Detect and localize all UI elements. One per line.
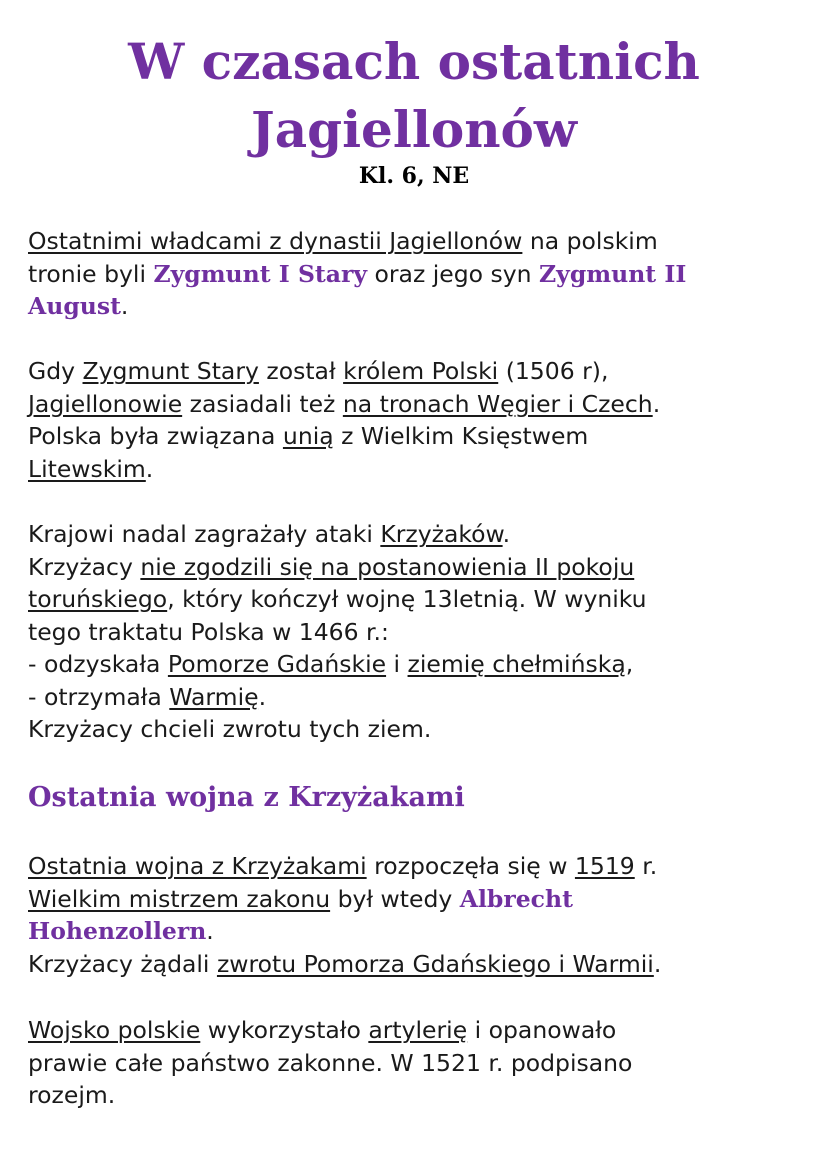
text: Krajowi nadal zagrażały ataki	[28, 520, 381, 548]
text: Krzyżacy żądali	[28, 949, 217, 978]
paragraph-artillery	[28, 1014, 818, 1112]
underlined-text: na tronach Węgier i Czech	[342, 389, 653, 418]
underlined-text: Wojsko polskie	[28, 1016, 201, 1044]
paragraph-intro	[28, 225, 818, 323]
text: .	[120, 292, 129, 320]
paragraph-krzyzacy	[28, 518, 818, 746]
underlined-text: ziemię chełmińską	[407, 650, 626, 678]
text: rozejm.	[28, 1081, 116, 1109]
text: oraz jego syn	[367, 259, 540, 288]
underlined-text: królem Polski	[343, 357, 499, 385]
text: Gdy	[28, 357, 83, 385]
underlined-text: Jagiellonowie	[28, 389, 183, 418]
class-subtitle: Kl. 6, NE	[358, 163, 470, 189]
text: r.	[634, 852, 658, 880]
text: i	[386, 650, 408, 678]
section-heading: Ostatnia wojna z Krzyżakami	[28, 782, 465, 813]
text: - otrzymała	[28, 682, 170, 711]
text: tego traktatu Polska w 1466 r.:	[28, 617, 389, 646]
text: i opanowało	[467, 1016, 617, 1044]
text: .	[653, 949, 662, 978]
text: .	[502, 520, 511, 548]
underlined-text: Litewskim	[28, 454, 146, 483]
highlight-name: Albrecht	[459, 884, 573, 913]
underlined-text: toruńskiego	[28, 585, 168, 613]
underlined-text: nie zgodzili się na postanowienia II pokoju	[140, 552, 635, 581]
underlined-text: Pomorze Gdańskie	[167, 650, 387, 678]
underlined-text: Zygmunt Stary	[82, 357, 259, 385]
text: .	[258, 682, 267, 711]
text: Polska była związana	[28, 422, 283, 450]
underlined-text: Warmię	[169, 682, 259, 711]
text: .	[206, 917, 214, 945]
title-line-1: W czasach ostatnich	[128, 32, 700, 91]
highlight-name: Zygmunt I Stary	[153, 259, 368, 288]
text: - odzyskała	[28, 650, 168, 678]
text: Krzyżacy chcieli zwrotu tych ziem.	[28, 715, 432, 743]
highlight-name: August	[28, 292, 121, 320]
text: wykorzystało	[200, 1016, 369, 1044]
text: na polskim	[522, 227, 658, 255]
underlined-text: Wielkim mistrzem zakonu	[28, 884, 331, 913]
underlined-text: Ostatnimi władcami z dynastii Jagiellonów	[28, 227, 523, 255]
page-title	[0, 28, 828, 164]
paragraph-last-war	[28, 850, 818, 980]
text: był wtedy	[330, 884, 460, 913]
text: został	[258, 357, 344, 385]
title-line-2: Jagiellonów	[251, 100, 577, 159]
text: tronie byli	[28, 259, 154, 288]
highlight-name: Hohenzollern	[28, 917, 207, 945]
text: .	[145, 454, 154, 483]
underlined-text: Ostatnia wojna z Krzyżakami	[28, 852, 367, 880]
paragraph-zygmunt-stary	[28, 355, 818, 485]
text: prawie całe państwo zakonne. W 1521 r. podpisano	[28, 1048, 633, 1077]
text: Krzyżacy	[28, 552, 141, 581]
text: rozpoczęła się w	[366, 852, 575, 880]
underlined-text: 1519	[574, 852, 635, 880]
underlined-text: unią	[282, 422, 334, 450]
text: zasiadali też	[182, 389, 343, 418]
text: .	[652, 389, 661, 418]
underlined-text: Krzyżaków	[380, 520, 503, 548]
text: , który kończył wojnę 13letnią. W wyniku	[167, 585, 647, 613]
underlined-text: artylerię	[368, 1016, 468, 1044]
underlined-text: zwrotu Pomorza Gdańskiego i Warmii	[216, 949, 654, 978]
text: (1506 r),	[498, 357, 609, 385]
text: z Wielkim Księstwem	[333, 422, 589, 450]
text: ,	[625, 650, 634, 678]
highlight-name: Zygmunt II	[539, 259, 687, 288]
